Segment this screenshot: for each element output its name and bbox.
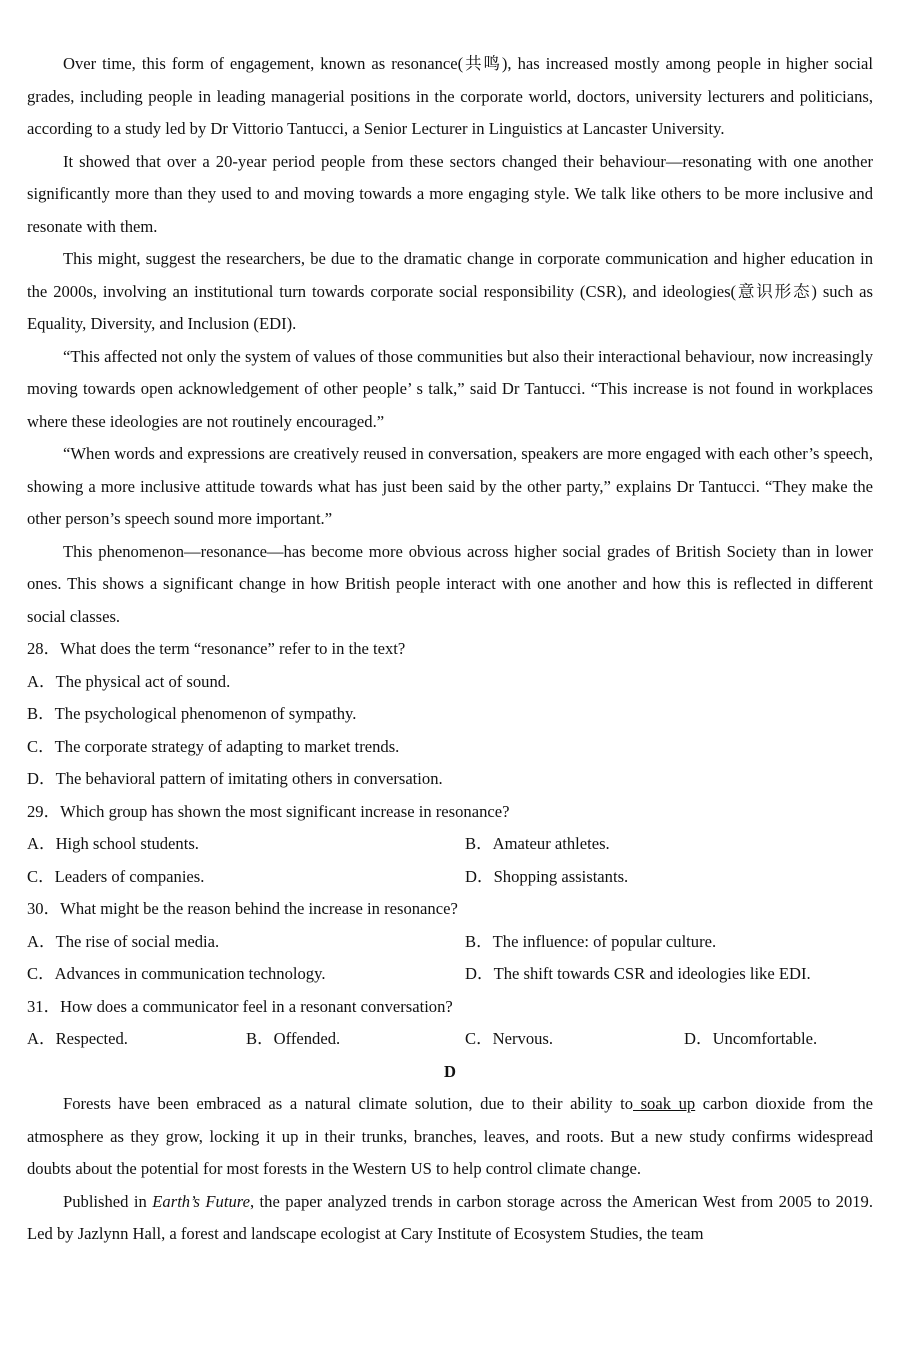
text-run: carbon dioxide from the atmosphere as they grow, locking it up in their trunks, branches, leaves, and roots. But a new study confirms widespread doubts about the potential for most forests in the Western US to help control climate change.: [27, 1094, 873, 1178]
question-stem: 30．What might be the reason behind the increase in resonance?: [27, 899, 458, 918]
option-c: C．Advances in communication technology.: [27, 964, 326, 983]
option-d: D．The behavioral pattern of imitating others in conversation.: [27, 769, 443, 788]
option-b: B．Offended.: [246, 1029, 341, 1048]
option-d: D．Uncomfortable.: [684, 1029, 818, 1048]
text-run: Published in: [63, 1191, 153, 1211]
option-row: [27, 861, 873, 894]
option-a: A．High school students.: [27, 834, 199, 853]
paragraph: This phenomenon—resonance—has become more obvious across higher social grades of British Society than in lower ones. This shows a significant change in how British people interact with one another and how this is reflected in different social classes.: [27, 541, 873, 626]
question-stem: 31．How does a communicator feel in a resonant conversation?: [27, 996, 453, 1016]
underlined-phrase: soak up: [633, 1094, 696, 1113]
paragraph: “When words and expressions are creatively reused in conversation, speakers are more engaged with each other’s speech, showing a more inclusive attitude towards what has just been said by the other party,” explains Dr Tantucci. “They make the other person’s speech sound more important.”: [27, 444, 873, 528]
question-29: [27, 796, 873, 894]
journal-title: Earth’s Future: [152, 1191, 250, 1211]
option-a: A．Respected.: [27, 1029, 128, 1048]
section-title: D: [444, 1061, 456, 1081]
question-stem: 28．What does the term “resonance” refer to in the text?: [27, 639, 406, 658]
option-a: A．The physical act of sound.: [27, 671, 231, 691]
paragraph: It showed that over a 20-year period people from these sectors changed their behaviour—resonating with one another significantly more than they used to and moving towards a more engaging style. We talk like others to be more inclusive and resonate with them.: [27, 151, 873, 236]
option-b: B．Amateur athletes.: [465, 834, 610, 853]
option-a: A．The rise of social media.: [27, 931, 220, 951]
option-c: C．Leaders of companies.: [27, 866, 205, 886]
option-c: C．The corporate strategy of adapting to market trends.: [27, 736, 400, 756]
page-content: [27, 48, 873, 1251]
text-run: , the paper analyzed trends in carbon storage across the American West from 2005 to 2019. Led by Jazlynn Hall, a forest and landscape ecologist at Cary Institute of Ecosystem Studies, the team: [27, 1191, 873, 1243]
option-b: B．The psychological phenomenon of sympathy.: [27, 704, 357, 723]
paragraph: “This affected not only the system of values of those communities but also their interactional behaviour, now increasingly moving towards open acknowledgement of other people’ s talk,” said Dr Tantucci. “This increase is not found in workplaces where these ideologies are not routinely encouraged.”: [27, 346, 873, 431]
paragraph: [27, 1088, 873, 1186]
option-row: [27, 828, 873, 861]
paragraph: Over time, this form of engagement, known as resonance(共鸣), has increased mostly among people in higher social grades, including people in leading managerial positions in the corporate world, doctors, university lecturers and politicians, according to a study led by Dr Vittorio Tantucci, a Senior Lecturer in Linguistics at Lancaster University.: [27, 54, 873, 138]
option-d: D．The shift towards CSR and ideologies like EDI.: [465, 964, 811, 983]
question-stem: 29．Which group has shown the most significant increase in resonance?: [27, 801, 510, 821]
option-b: B．The influence: of popular culture.: [465, 931, 717, 951]
option-row: [27, 958, 873, 991]
paragraph: [27, 1186, 873, 1251]
option-d: D．Shopping assistants.: [465, 866, 629, 886]
option-row: [27, 926, 873, 959]
text-run: Forests have been embraced as a natural climate solution, due to their ability to: [63, 1094, 634, 1113]
paragraph: This might, suggest the researchers, be due to the dramatic change in corporate communication and higher education in the 2000s, involving an institutional turn towards corporate social responsibility (CSR), and ideologies(意识形态) such as Equality, Diversity, and Inclusion (EDI).: [27, 249, 873, 333]
question-28: [27, 633, 873, 796]
question-31: [27, 991, 873, 1056]
option-row: [27, 1023, 873, 1056]
question-30: [27, 893, 873, 991]
option-c: C．Nervous.: [465, 1029, 554, 1048]
